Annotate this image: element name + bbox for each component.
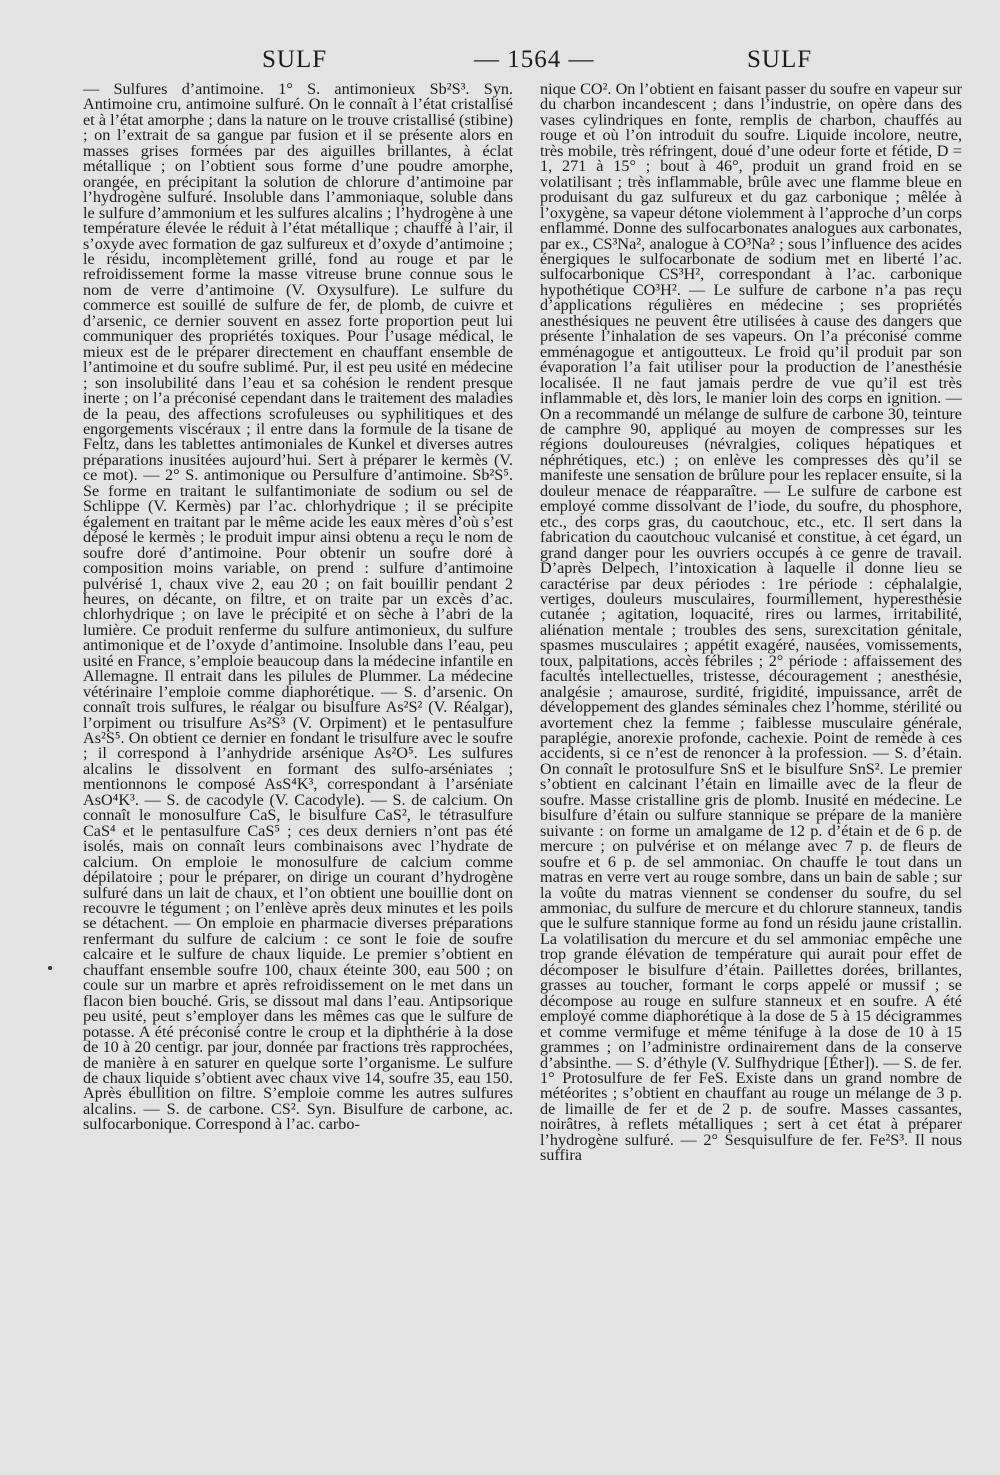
right-column-text: nique CO². On l’obtient en faisant passer du soufre en vapeur sur du charbon incandescent ; dans l’industrie, on opère dans des vases cylindriques en fonte, remplis de charbon, chauffés au rouge et où l’on introduit du soufre. Liquide incolore, neutre, très mobile, très réfringent, doué d’une odeur forte et fétide, D = 1, 271 à 15° ; bout à 46°, produit un grand froid en se volatilisant ; très inflammable, brûle avec une flamme bleue en produisant du gaz sulfureux et du gaz carbonique ; mêlée à l’oxygène, sa vapeur détone violemment à l’approche d’un corps enflammé. Donne des sulfocarbonates analogues aux carbonates, par ex., CS³Na², analogue à CO³Na² ; sous l’influence des acides énergiques le sulfocarbonate de sodium met en liberté l’ac. sulfocarbonique CS³H², correspondant à l’ac. carbonique hypothétique CO³H². — Le sulfure de carbone n’a pas reçu d’applications régulières en médecine ; ses propriétés anesthésiques ne peuvent être utilisées à cause des dangers que présente l’inhalation de ses vapeurs. On l’a préconisé comme emménagogue et antigoutteux. Le froid qu’il produit par son évaporation l’a fait utiliser pour la production de l’anesthésie localisée. Il ne faut jamais perdre de vue qu’il est très inflammable et, dès lors, le manier loin des corps en ignition. — On a recommandé un mélange de sulfure de carbone 30, teinture de camphre 90, appliqué au moyen de compresses sur les régions douloureuses (névralgies, coliques hépatiques et néphrétiques, etc.) ; on enlève les compresses dès qu’il se manifeste une sensation de brûlure pour les replacer ensuite, si la douleur menace de réapparaître. — Le sulfure de carbone est employé comme dissolvant de l’iode, du soufre, du phosphore, etc., des corps gras, du caoutchouc, etc., etc. Il sert dans la fabrication du caoutchouc vulcanisé et constitue, à cet égard, un grand danger pour les ouvriers occupés à ce genre de travail. D’après Delpech, l’intoxication à laquelle il donne lieu se caractérise par deux périodes : 1re période : céphalalgie, vertiges, douleurs musculaires, fourmillement, hyperesthésie cutanée ; agitation, loquacité, rires ou larmes, irritabilité, aliénation mentale ; troubles des sens, surexcitation génitale, spasmes musculaires ; appétit exagéré, nausées, vomissements, toux, palpitations, accès fébriles ; 2° période : affaissement des facultés intellectuelles, tristesse, découragement ; anesthésie, analgésie ; amaurose, surdité, frigidité, impuissance, arrêt de développement des glandes séminales chez l’homme, stérilité ou avortement chez la femme ; faiblesse musculaire générale, paraplégie, anorexie profonde, cachexie. Point de remède à ces accidents, si ce n’est de renoncer à la profession. — S. d’étain. On connaît le protosulfure SnS et le bisulfure SnS². Le premier s’obtient en calcinant l’étain en limaille avec de la fleur de soufre. Masse cristalline gris de plomb. Inusité en médecine. Le bisulfure d’étain ou sulfure stannique se prépare de la manière suivante : on forme un amalgame de 12 p. d’étain et de 6 p. de mercure ; on pulvérise et on mélange avec 7 p. de fleurs de soufre et 6 p. de sel ammoniac. On chauffe le tout dans un matras en verre vert au rouge sombre, dans un bain de sable ; sur la voûte du matras viennent se condenser du soufre, du sel ammoniac, du sulfure de mercure et du chlorure stanneux, tandis que le sulfure stannique forme au fond un résidu jaune cristallin. La volatilisation du mercure et du sel ammoniac empêche une trop grande élévation de température qui aurait pour effet de décomposer le bisulfure d’étain. Paillettes dorées, brillantes, grasses au toucher, formant le corps appelé or mussif ; se décompose au rouge en sulfure stanneux et en soufre. A été employé comme diaphorétique à la dose de 5 à 15 décigrammes et comme vermifuge et même ténifuge à la dose de 10 à 15 grammes ; on l’administre ordinairement dans de la conserve d’absinthe. — S. d’éthyle (V. Sulfhydrique [Éther]). — S. de fer. 1° Protosulfure de fer FeS. Existe dans un grand nombre de météorites ; s’obtient en chauffant au rouge un mélange de 3 p. de limaille de fer et de 2 p. de soufre. Masses cassantes, noirâtres, à reflets métalliques ; sert à cet état à préparer l’hydrogène sulfuré. — 2° Sesquisulfure de fer. Fe²S³. Il nous suffira — [540, 80, 962, 1165]
page-number: — 1564 — — [474, 46, 595, 73]
left-column — [83, 82, 513, 1133]
right-column — [540, 82, 962, 1164]
running-header — [0, 40, 1000, 80]
left-column-text: — Sulfures d’antimoine. 1° S. antimonieux Sb²S³. Syn. Antimoine cru, antimoine sulfuré. On le connaît à l’état cristallisé et à l’état amorphe ; dans la nature on le trouve cristallisé (stibine) ; on l’extrait de sa gangue par fusion et il se présente alors en masses grises formées par des aiguilles brillantes, à éclat métallique ; on l’obtient sous forme d’une poudre amorphe, orangée, en précipitant la solution de chlorure d’antimoine par l’hydrogène sulfuré. Insoluble dans l’ammoniaque, soluble dans le sulfure d’ammonium et les sulfures alcalins ; l’hydrogène à une température élevée le réduit à l’état métallique ; chauffé à l’air, il s’oxyde avec formation de gaz sulfureux et d’oxyde d’antimoine ; le résidu, incomplètement grillé, fond au rouge et par le refroidissement forme la masse vitreuse brune connue sous le nom de verre d’antimoine (V. Oxysulfure). Le sulfure du commerce est souillé de sulfure de fer, de plomb, de cuivre et d’arsenic, ce dernier souvent en assez forte proportion peut lui communiquer des propriétés toxiques. Pour l’usage médical, le mieux est de le préparer directement en chauffant ensemble de l’antimoine et du soufre sublimé. Pur, il est peu usité en médecine ; son insolubilité dans l’eau et sa cohésion le rendent presque inerte ; on l’a préconisé cependant dans le traitement des maladies de la peau, des affections scrofuleuses ou syphilitiques et des engorgements viscéraux ; il entre dans la formule de la tisane de Feltz, dans les tablettes antimoniales de Kunkel et diverses autres préparations inusitées aujourd’hui. Sert à préparer le kermès (V. ce mot). — 2° S. antimonique ou Persulfure d’antimoine. Sb²S⁵. Se forme en traitant le sulfantimoniate de sodium ou sel de Schlippe (V. Kermès) par l’ac. chlorhydrique ; il se précipite également en traitant par le même acide les eaux mères d’où s’est déposé le kermès ; le produit impur ainsi obtenu a reçu le nom de soufre doré d’antimoine. Pour obtenir un soufre doré à composition moins variable, on prend : sulfure d’antimoine pulvérisé 1, chaux vive 2, eau 20 ; on fait bouillir pendant 2 heures, on décante, on filtre, et on traite par un excès d’ac. chlorhydrique ; on lave le précipité et on sèche à l’abri de la lumière. Ce produit renferme du sulfure antimonieux, du sulfure antimonique et de l’oxyde d’antimoine. Insoluble dans l’eau, peu usité en France, s’emploie beaucoup dans la médecine infantile en Allemagne. Il entrait dans les pilules de Plummer. La médecine vétérinaire l’emploie comme diaphorétique. — S. d’arsenic. On connaît trois sulfures, le réalgar ou bisulfure As²S² (V. Réalgar), l’orpiment ou trisulfure As²S³ (V. Orpiment) et le pentasulfure As²S⁵. On obtient ce dernier en fondant le trisulfure avec le soufre ; il correspond à l’anhydride arsénique As²O⁵. Les sulfures alcalins le dissolvent en formant des sulfo-arséniates ; mentionnons le composé AsS⁴K³, correspondant à l’arséniate AsO⁴K³. — S. de cacodyle (V. Cacodyle). — S. de calcium. On connaît le monosulfure CaS, le bisulfure CaS², le tétrasulfure CaS⁴ et le pentasulfure CaS⁵ ; ces deux derniers n’ont pas été isolés, mais on connaît leurs combinaisons avec l’hydrate de calcium. On emploie le monosulfure de calcium comme dépilatoire ; pour le préparer, on dirige un courant d’hydrogène sulfuré dans un lait de chaux, et l’on obtient une bouillie dont on recouvre le tégument ; on l’enlève après deux minutes et les poils se détachent. — On emploie en pharmacie diverses préparations renfermant du sulfure de calcium : ce sont le foie de soufre calcaire et le sulfure de chaux liquide. Le premier s’obtient en chauffant ensemble soufre 100, chaux éteinte 300, eau 500 ; on coule sur un marbre et après refroidissement on le met dans un flacon bien bouché. Gris, se dissout mal dans l’eau. Antipsorique peu usité, peut s’employer dans les mêmes cas que le sulfure de potasse. A été préconisé contre le croup et la diphthérie à la dose de 10 à 20 centigr. par jour, donnée par fractions très rapprochées, de manière à en saturer en quelque sorte l’organisme. Le sulfure de chaux liquide s’obtient avec chaux vive 14, soufre 35, eau 150. Après ébullition on filtre. S’emploie comme les autres sulfures alcalins. — S. de carbone. CS². Syn. Bisulfure de carbone, ac. sulfocarbonique. Correspond à l’ac. carbo- — [83, 80, 513, 1134]
header-left-word: SULF — [262, 46, 328, 73]
margin-dot — [48, 966, 52, 970]
header-right-word: SULF — [747, 46, 813, 73]
